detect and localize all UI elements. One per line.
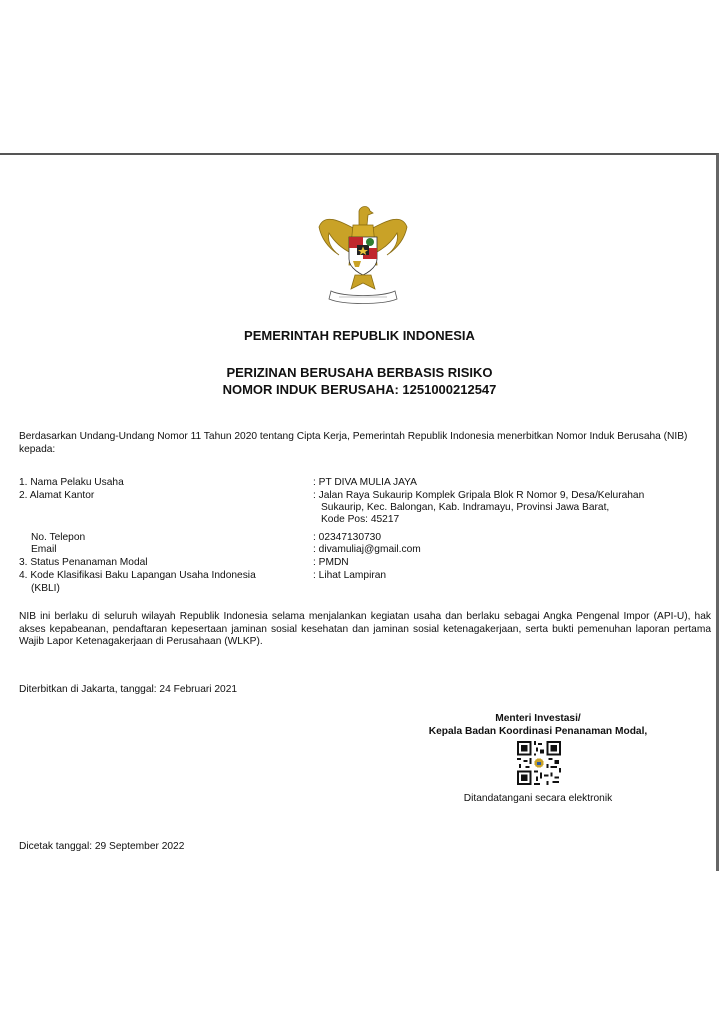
address-label: 2. Alamat Kantor [19,490,95,501]
address-line-3: Kode Pos: 45217 [321,514,400,525]
electronic-signature-note: Ditandatangani secara elektronik [463,793,613,804]
document-page [0,153,719,871]
name-label: 1. Nama Pelaku Usaha [19,477,124,488]
signatory-block [380,712,696,738]
email-label: Email [31,544,57,555]
nib-number-line: NOMOR INDUK BERUSAHA: 1251000212547 [222,382,497,397]
signatory-title-1: Menteri Investasi/ [495,713,581,724]
investment-status-value: : PMDN [313,557,349,568]
address-line-1: : Jalan Raya Sukaurip Komplek Gripala Blok R Nomor 9, Desa/Kelurahan [313,490,645,501]
kbli-label-abbr: (KBLI) [31,583,60,594]
government-heading: PEMERINTAH REPUBLIK INDONESIA [244,328,475,343]
kbli-label: 4. Kode Klasifikasi Baku Lapangan Usaha Indonesia [19,570,256,581]
name-value: : PT DIVA MULIA JAYA [313,477,417,488]
phone-value: : 02347130730 [313,532,381,543]
title-line-1: PERIZINAN BERUSAHA BERBASIS RISIKO [226,365,493,380]
kbli-value: : Lihat Lampiran [313,570,387,581]
printed-date: Dicetak tanggal: 29 September 2022 [19,841,185,852]
document-title [0,364,719,398]
validity-paragraph: NIB ini berlaku di seluruh wilayah Republik Indonesia selama menjalankan kegiatan usaha dan berlaku sebagai Angka Pengenal Impor (API-U), hak akses kepabeanan, pendaftaran kepesertaan jaminan sosial kesehatan dan jaminan sosial ketenagakerjaan, serta bukti pemenuhan laporan pertama Wajib Lapor Ketenagakerjaan di Perusahaan (WLKP). [19,611,711,647]
investment-status-label: 3. Status Penanaman Modal [19,557,148,568]
phone-label: No. Telepon [31,532,86,543]
signatory-title-2: Kepala Badan Koordinasi Penanaman Modal, [428,726,648,737]
address-line-2: Sukaurip, Kec. Balongan, Kab. Indramayu, Provinsi Jawa Barat, [321,502,610,513]
garuda-emblem-icon [313,203,413,309]
email-value: : divamuliaj@gmail.com [313,544,421,555]
qr-code-icon [517,741,561,785]
intro-paragraph: Berdasarkan Undang-Undang Nomor 11 Tahun 2020 tentang Cipta Kerja, Pemerintah Republik Indonesia menerbitkan Nomor Induk Berusaha (NIB) kepada: [19,431,688,455]
issued-date: Diterbitkan di Jakarta, tanggal: 24 Februari 2021 [19,684,238,695]
